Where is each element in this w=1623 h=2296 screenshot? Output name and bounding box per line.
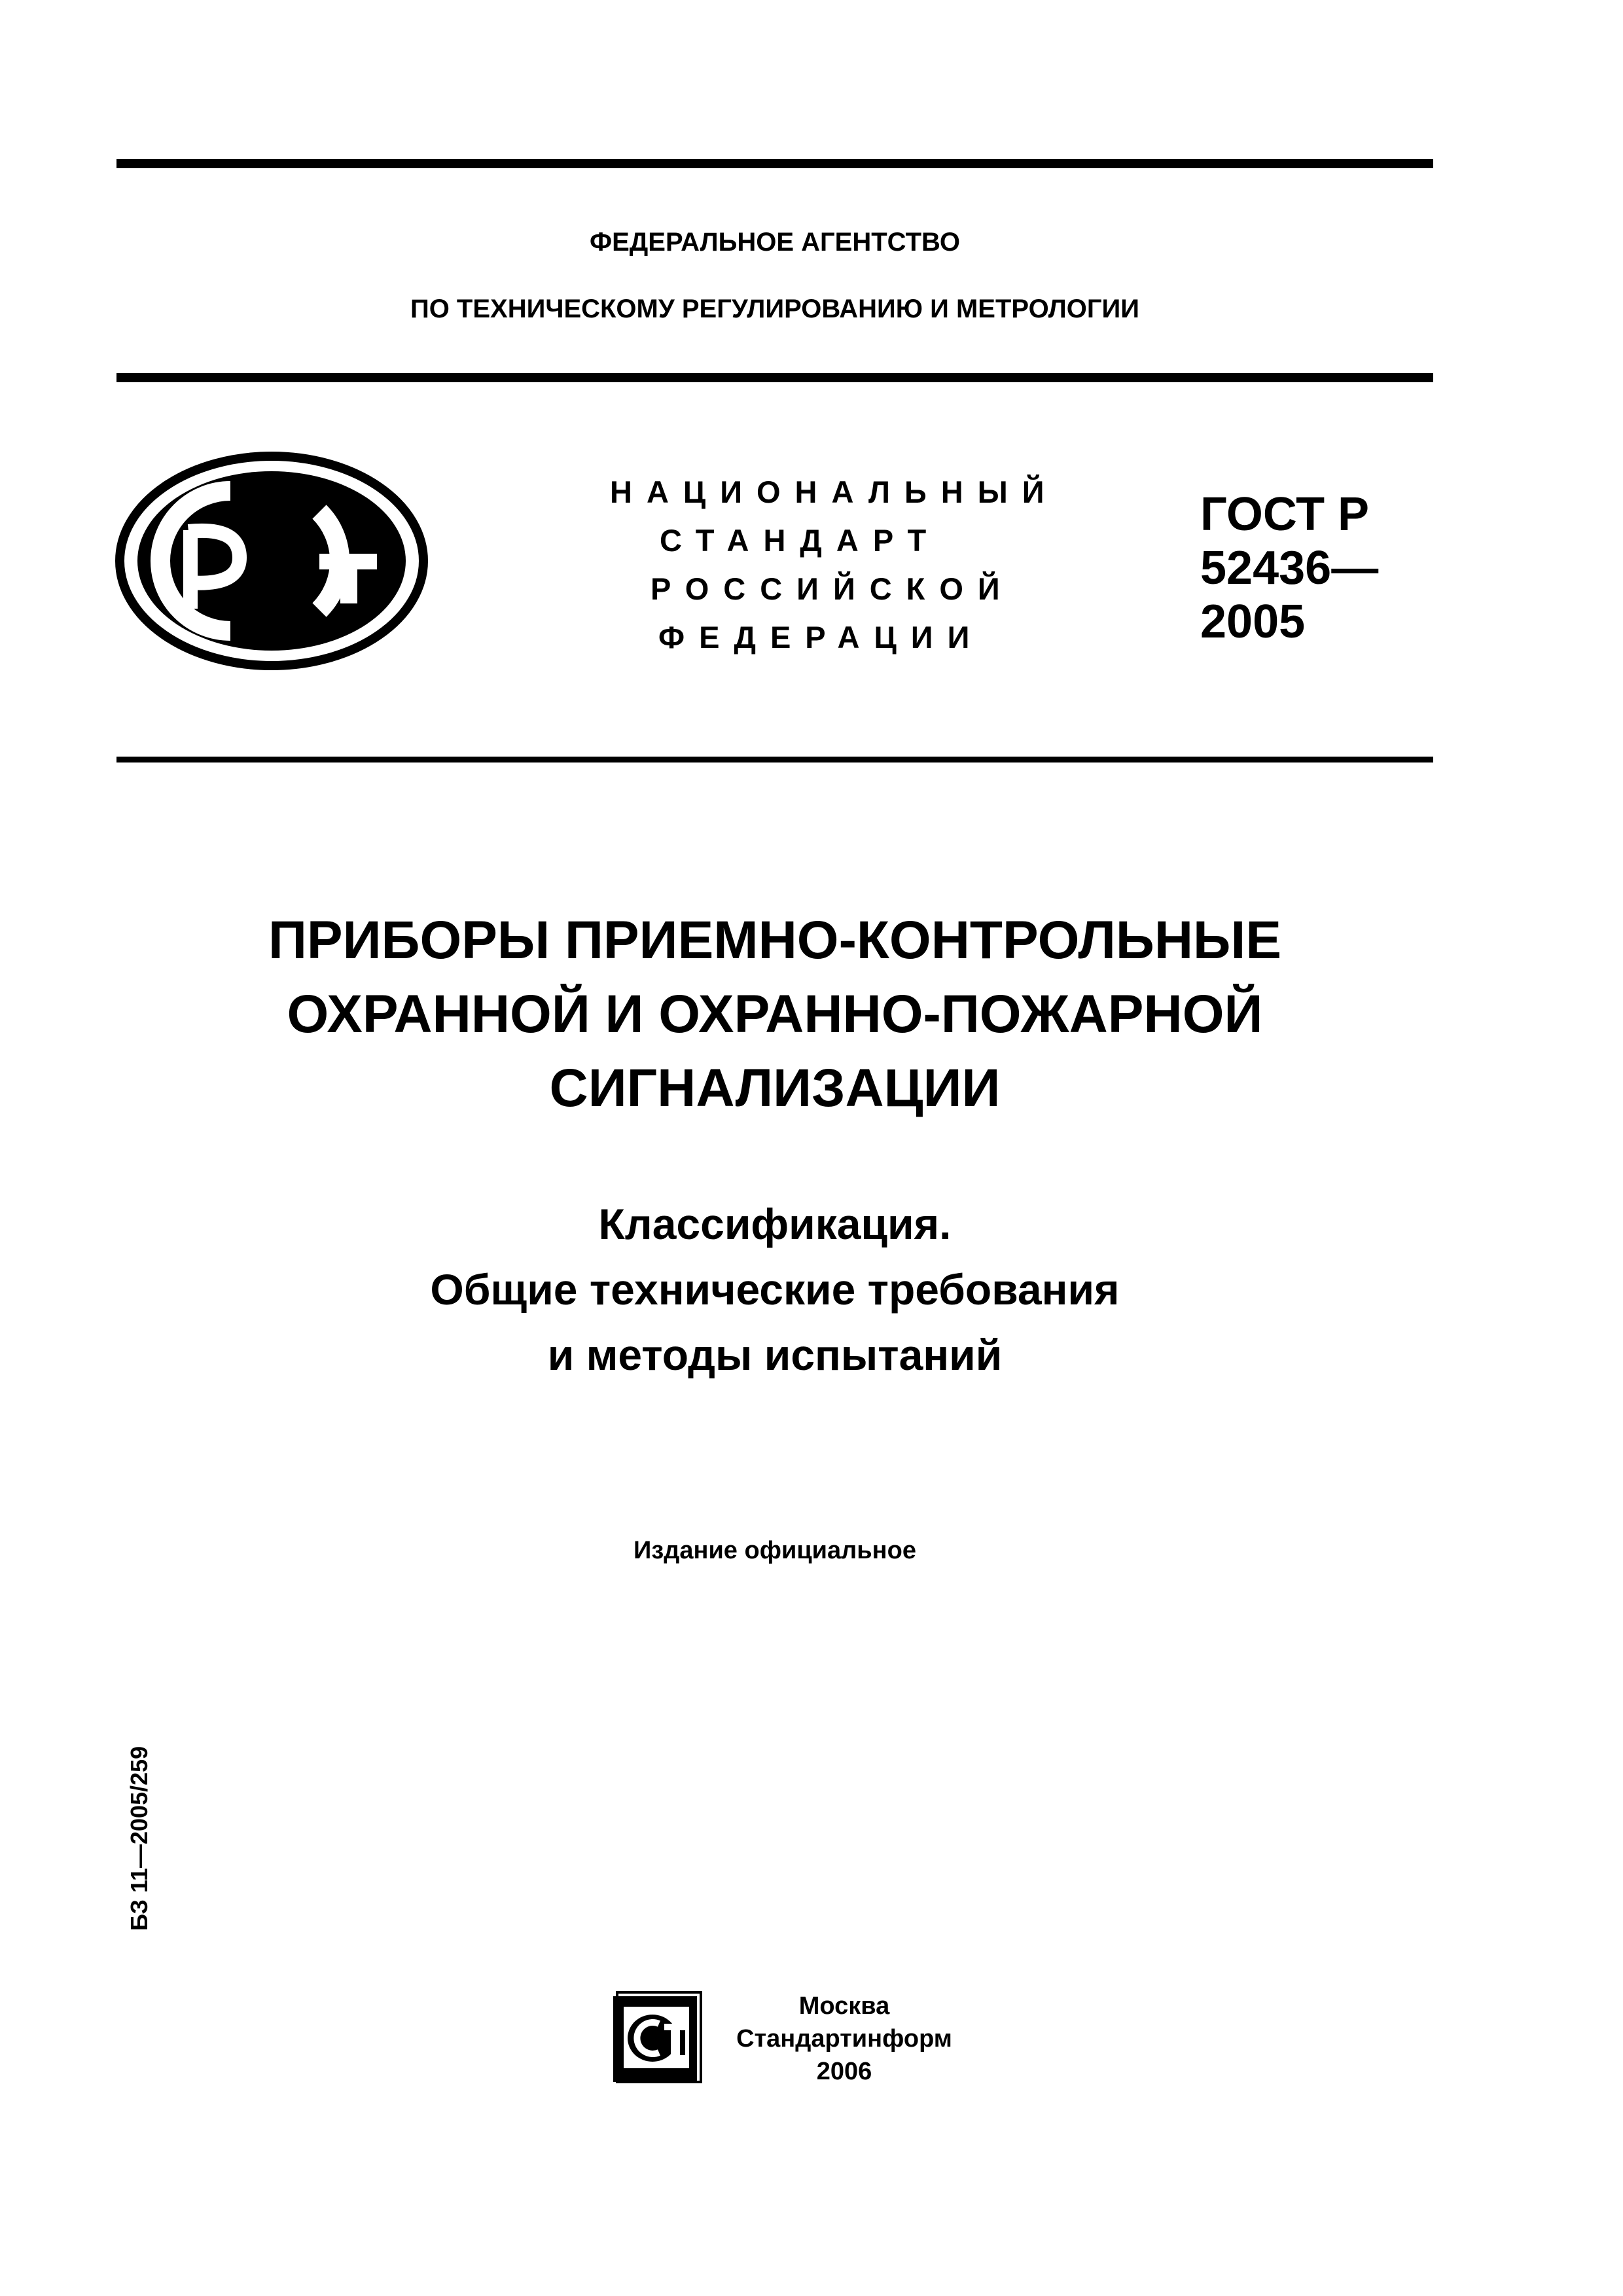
imprint-publisher: Стандартинформ [736, 2025, 952, 2053]
imprint-year: 2006 [816, 2058, 872, 2085]
bottom-rule [116, 757, 1433, 762]
catalog-code-vertical: БЗ 11—2005/259 [126, 1746, 152, 1931]
subtitle-line-1: Классификация. [598, 1200, 952, 1248]
designation-line-3: 2005 [1200, 596, 1306, 648]
national-line-4: ФЕДЕРАЦИИ [658, 620, 984, 655]
title-line-2: ОХРАННОЙ И ОХРАННО-ПОЖАРНОЙ [287, 984, 1263, 1044]
national-line-2: СТАНДАРТ [660, 523, 941, 558]
subtitle-line-3: и методы испытаний [547, 1331, 1003, 1379]
standartinform-logo [612, 1990, 704, 2085]
publisher-imprint [726, 1990, 962, 2088]
national-line-1: НАЦИОНАЛЬНЫЙ [610, 475, 1059, 509]
title-line-3: СИГНАЛИЗАЦИИ [549, 1058, 1001, 1118]
official-edition-note: Издание официальное [633, 1537, 916, 1564]
agency-name-line-1: ФЕДЕРАЛЬНОЕ АГЕНТСТВО [589, 228, 961, 257]
subtitle-line-2: Общие технические требования [430, 1265, 1120, 1314]
agency-name-line-2: ПО ТЕХНИЧЕСКОМУ РЕГУЛИРОВАНИЮ И МЕТРОЛОГИИ [410, 295, 1140, 323]
middle-rule [116, 373, 1433, 382]
designation-line-1: ГОСТ Р [1200, 488, 1370, 541]
national-line-3: РОССИЙСКОЙ [651, 571, 1014, 606]
document-title [116, 903, 1433, 1125]
top-rule [116, 159, 1433, 168]
standard-designation [1200, 488, 1378, 649]
national-standard-label [576, 468, 1059, 662]
imprint-city: Москва [798, 1992, 890, 2020]
gost-r-mark-logo [115, 452, 428, 671]
title-line-1: ПРИБОРЫ ПРИЕМНО-КОНТРОЛЬНЫЕ [268, 910, 1282, 970]
designation-line-2: 52436— [1200, 542, 1379, 594]
document-subtitle [116, 1191, 1433, 1388]
